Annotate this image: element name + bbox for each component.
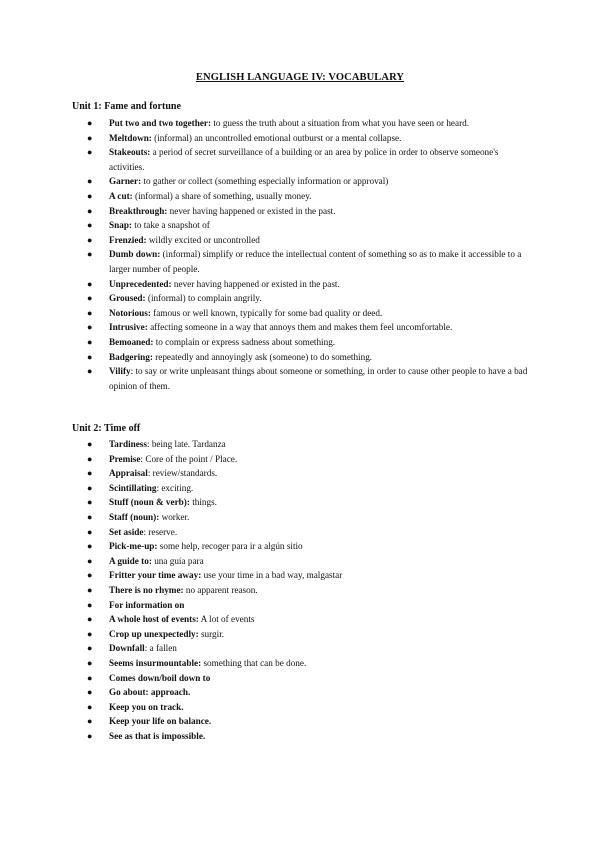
bullet-icon: ● bbox=[87, 249, 93, 260]
vocab-term: Garner: bbox=[109, 176, 142, 187]
vocab-definition: : exciting. bbox=[156, 482, 194, 493]
vocab-item bbox=[72, 466, 532, 481]
bullet-icon: ● bbox=[87, 118, 93, 128]
bullet-icon: ● bbox=[87, 555, 93, 566]
vocab-item bbox=[72, 204, 532, 219]
bullet-icon: ● bbox=[87, 570, 93, 581]
vocab-definition: a period of secret surveillance of a building or an area by police in order to observe someone's activities. bbox=[109, 147, 499, 172]
vocab-term: Go about: approach. bbox=[109, 687, 191, 698]
bullet-icon: ● bbox=[87, 614, 93, 625]
vocab-definition: (informal) a share of something, usually money. bbox=[132, 190, 312, 201]
vocab-item bbox=[72, 656, 532, 671]
bullet-icon: ● bbox=[87, 205, 93, 216]
vocab-term: Snap: bbox=[109, 220, 132, 231]
vocab-term: Intrusive: bbox=[109, 322, 148, 333]
vocab-item bbox=[72, 247, 532, 276]
unit-2-vocabulary-list bbox=[72, 437, 532, 743]
vocab-item bbox=[72, 714, 532, 729]
vocab-term: Tardiness bbox=[109, 439, 147, 449]
vocab-item bbox=[72, 568, 532, 583]
bullet-icon: ● bbox=[87, 497, 93, 508]
vocab-item bbox=[72, 525, 532, 540]
vocab-term: See as that is impossible. bbox=[109, 730, 206, 741]
bullet-icon: ● bbox=[87, 599, 93, 610]
vocab-item bbox=[72, 700, 532, 715]
vocab-term: Frenzied: bbox=[109, 234, 147, 245]
bullet-icon: ● bbox=[87, 730, 93, 741]
bullet-icon: ● bbox=[87, 439, 93, 449]
bullet-icon: ● bbox=[87, 132, 93, 143]
bullet-icon: ● bbox=[87, 190, 93, 201]
vocab-item bbox=[72, 306, 532, 321]
bullet-icon: ● bbox=[87, 482, 93, 493]
vocab-term: Premise bbox=[109, 453, 141, 464]
vocab-item bbox=[72, 174, 532, 189]
vocab-definition: : a fallen bbox=[144, 643, 177, 654]
vocab-term: Comes down/boil down to bbox=[109, 672, 211, 683]
vocab-definition: repeatedly and annoyingly ask (someone) to do something. bbox=[152, 351, 373, 362]
bullet-icon: ● bbox=[87, 701, 93, 712]
bullet-icon: ● bbox=[87, 672, 93, 683]
vocab-definition: (informal) simplify or reduce the intellectual content of something so as to make it accessible to a larger number of people. bbox=[109, 249, 522, 274]
vocab-term: Seems insurmountable: bbox=[109, 657, 202, 668]
vocab-item bbox=[72, 218, 532, 233]
vocab-term: Breakthrough: bbox=[109, 205, 168, 216]
bullet-icon: ● bbox=[87, 220, 93, 231]
vocab-term: Dumb down: bbox=[109, 249, 161, 260]
unit-1-heading: Unit 1: Fame and fortune bbox=[72, 101, 181, 112]
vocab-term: Staff (noun): bbox=[109, 511, 160, 522]
vocab-item bbox=[72, 612, 532, 627]
vocab-item bbox=[72, 627, 532, 642]
bullet-icon: ● bbox=[87, 628, 93, 639]
bullet-icon: ● bbox=[87, 716, 93, 727]
vocab-term: Keep you on track. bbox=[109, 701, 184, 712]
vocab-term: A guide to: bbox=[109, 555, 152, 566]
vocab-item bbox=[72, 364, 532, 393]
vocab-item bbox=[72, 335, 532, 350]
vocab-item bbox=[72, 437, 532, 452]
unit-2-heading: Unit 2: Time off bbox=[72, 423, 141, 434]
vocab-item bbox=[72, 685, 532, 700]
bullet-icon: ● bbox=[87, 234, 93, 245]
vocab-term: Scintillating bbox=[109, 482, 157, 493]
vocab-item bbox=[72, 539, 532, 554]
bullet-icon: ● bbox=[87, 511, 93, 522]
vocab-term: Meltdown: bbox=[109, 132, 152, 143]
bullet-icon: ● bbox=[87, 541, 93, 552]
bullet-icon: ● bbox=[87, 366, 93, 377]
vocab-item bbox=[72, 510, 532, 525]
bullet-icon: ● bbox=[87, 322, 93, 333]
vocab-definition: : to say or write unpleasant things about someone or something, in order to cause other people to have a bad opinion of them. bbox=[109, 366, 528, 391]
bullet-icon: ● bbox=[87, 336, 93, 347]
vocab-term: Downfall bbox=[109, 643, 145, 654]
vocab-term: Put two and two together: bbox=[109, 118, 212, 128]
vocab-item bbox=[72, 145, 532, 174]
vocab-definition: : reserve. bbox=[143, 526, 178, 537]
vocab-term: A cut: bbox=[109, 190, 133, 201]
vocab-definition: never having happened or existed in the past. bbox=[167, 205, 336, 216]
vocab-item bbox=[72, 583, 532, 598]
bullet-icon: ● bbox=[87, 307, 93, 318]
vocab-item bbox=[72, 291, 532, 306]
vocab-term: Unprecedented: bbox=[109, 278, 172, 289]
bullet-icon: ● bbox=[87, 687, 93, 698]
vocab-term: Stuff (noun & verb): bbox=[109, 497, 190, 508]
vocab-definition: worker. bbox=[159, 511, 190, 522]
vocab-definition: to guess the truth about a situation from what you have seen or heard. bbox=[211, 118, 470, 128]
vocab-term: Badgering: bbox=[109, 351, 153, 362]
vocab-item bbox=[72, 116, 532, 131]
vocab-item bbox=[72, 554, 532, 569]
bullet-icon: ● bbox=[87, 584, 93, 595]
bullet-icon: ● bbox=[87, 176, 93, 187]
vocab-item bbox=[72, 641, 532, 656]
vocab-definition: surgir. bbox=[198, 628, 225, 639]
vocab-definition: to complain or express sadness about something. bbox=[153, 336, 336, 347]
vocab-definition: (informal) to complain angrily. bbox=[145, 293, 262, 304]
vocab-definition: to take a snapshot of bbox=[131, 220, 210, 231]
vocab-item bbox=[72, 481, 532, 496]
vocab-item bbox=[72, 233, 532, 248]
vocab-item bbox=[72, 452, 532, 467]
bullet-icon: ● bbox=[87, 293, 93, 304]
vocab-definition: wildly excited or uncontrolled bbox=[146, 234, 260, 245]
vocab-term: Crop up unexpectedly: bbox=[109, 628, 199, 639]
bullet-icon: ● bbox=[87, 643, 93, 654]
vocab-term: Keep your life on balance. bbox=[109, 716, 212, 727]
vocab-item bbox=[72, 350, 532, 365]
vocab-item bbox=[72, 131, 532, 146]
vocab-definition: something that can be done. bbox=[201, 657, 307, 668]
vocab-item bbox=[72, 671, 532, 686]
vocab-item bbox=[72, 277, 532, 292]
vocab-term: A whole host of events: bbox=[109, 614, 199, 625]
vocab-definition: to gather or collect (something especially information or approval) bbox=[141, 176, 389, 187]
vocab-term: Notorious: bbox=[109, 307, 151, 318]
vocab-item bbox=[72, 495, 532, 510]
vocab-term: Pick-me-up: bbox=[109, 541, 158, 552]
bullet-icon: ● bbox=[87, 351, 93, 362]
bullet-icon: ● bbox=[87, 453, 93, 464]
vocab-definition: A lot of events bbox=[198, 614, 255, 625]
vocab-term: For information on bbox=[109, 599, 185, 610]
vocab-definition: never having happened or existed in the past. bbox=[171, 278, 340, 289]
vocab-definition: things. bbox=[189, 497, 217, 508]
vocab-term: Groused: bbox=[109, 293, 146, 304]
vocab-term: Stakeouts: bbox=[109, 147, 151, 158]
vocab-term: Fritter your time away: bbox=[109, 570, 202, 581]
vocab-term: Appraisal bbox=[109, 468, 148, 479]
vocab-item bbox=[72, 729, 532, 744]
vocab-term: Vilify bbox=[109, 366, 131, 377]
bullet-icon: ● bbox=[87, 278, 93, 289]
bullet-icon: ● bbox=[87, 657, 93, 668]
bullet-icon: ● bbox=[87, 468, 93, 479]
vocab-definition: no apparent reason. bbox=[183, 584, 258, 595]
vocab-definition: famous or well known, typically for some bad quality or deed. bbox=[150, 307, 383, 318]
vocab-definition: : review/standards. bbox=[147, 468, 218, 479]
vocab-item bbox=[72, 320, 532, 335]
vocab-term: There is no rhyme: bbox=[109, 584, 184, 595]
vocab-term: Bemoaned: bbox=[109, 336, 154, 347]
vocab-definition: some help, recoger para ir a algún sitio bbox=[157, 541, 303, 552]
vocab-definition: use your time in a bad way, malgastar bbox=[201, 570, 343, 581]
vocab-item bbox=[72, 598, 532, 613]
bullet-icon: ● bbox=[87, 526, 93, 537]
vocab-definition: una guía para bbox=[151, 555, 204, 566]
vocab-definition: : being late. Tardanza bbox=[146, 439, 226, 449]
vocab-definition: : Core of the point / Place. bbox=[140, 453, 238, 464]
unit-1-vocabulary-list bbox=[72, 116, 532, 393]
bullet-icon: ● bbox=[87, 147, 93, 158]
vocab-definition: (informal) an uncontrolled emotional outburst or a mental collapse. bbox=[151, 132, 402, 143]
vocab-term: Set aside bbox=[109, 526, 144, 537]
vocab-definition: affecting someone in a way that annoys them and makes them feel uncomfortable. bbox=[147, 322, 453, 333]
document-title: ENGLISH LANGUAGE IV: VOCABULARY bbox=[195, 72, 405, 83]
vocab-item bbox=[72, 189, 532, 204]
